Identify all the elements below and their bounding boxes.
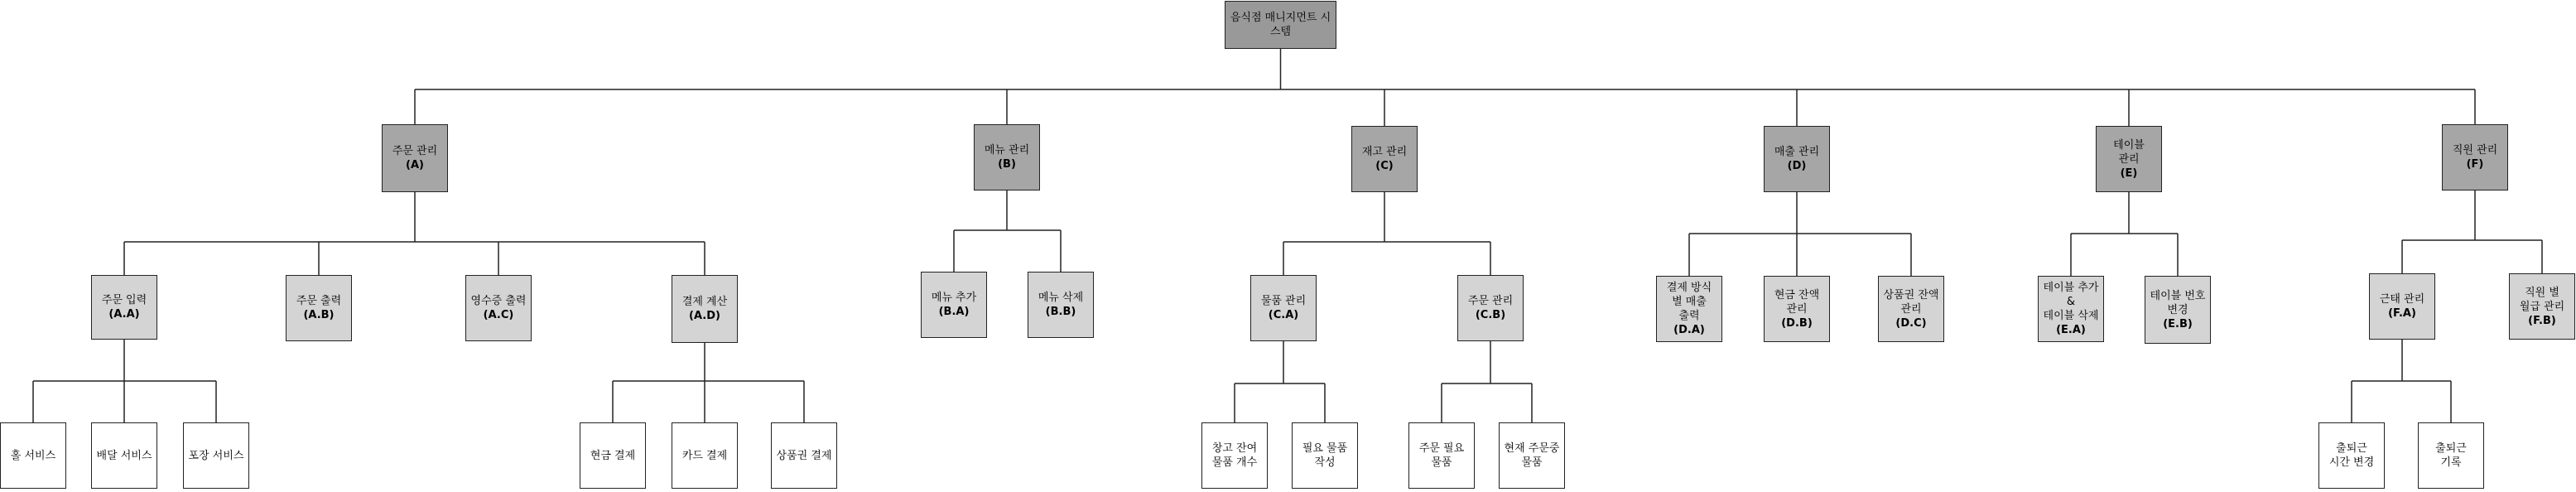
module-node-code: (A): [406, 159, 424, 171]
leaf-node-label: 배달 서비스: [96, 449, 152, 462]
submodule-node: [465, 275, 532, 341]
submodule-node-code: (B.B): [1045, 306, 1076, 318]
submodule-node: [921, 272, 987, 338]
submodule-node: [672, 275, 738, 343]
submodule-node-code: (A.C): [483, 309, 514, 321]
leaf-node-label: 주문 필요 물품: [1418, 442, 1465, 469]
submodule-node-label: 테이블 번호 변경: [2150, 289, 2206, 316]
module-node-code: (E): [2120, 166, 2138, 180]
submodule-node: [1878, 276, 1944, 342]
submodule-node-label: 주문 출력: [296, 295, 342, 307]
submodule-node-code: (E.B): [2163, 317, 2193, 330]
submodule-node-code: (F.B): [2528, 314, 2556, 327]
submodule-node: [1457, 275, 1524, 341]
submodule-node: [1250, 275, 1317, 341]
submodule-node: [2509, 273, 2575, 340]
leaf-node: [2418, 422, 2484, 489]
submodule-node: [2038, 276, 2104, 342]
leaf-node-label: 카드 결제: [681, 449, 728, 462]
submodule-node-label: 결제 계산: [681, 296, 728, 308]
submodule-node: [1656, 276, 1722, 342]
module-node-label: 매출 관리: [1774, 146, 1820, 158]
module-node: [974, 124, 1040, 191]
module-node-code: (B): [998, 158, 1016, 171]
submodule-node-label: 메뉴 삭제: [1038, 292, 1084, 304]
module-node-label: 테이블 관리: [2113, 138, 2145, 166]
submodule-node-label: 테이블 추가 & 테이블 삭제: [2043, 282, 2099, 322]
submodule-node-code: (B.A): [938, 306, 970, 318]
leaf-node-label: 출퇴근 기록: [2435, 442, 2467, 469]
submodule-node: [1028, 272, 1094, 338]
submodule-node-code: (D.A): [1673, 324, 1705, 336]
connector-lines: [33, 49, 2542, 422]
submodule-node-label: 근태 관리: [2379, 293, 2425, 306]
leaf-node: [580, 422, 646, 489]
leaf-node-label: 현금 결제: [590, 449, 636, 462]
leaf-node: [771, 422, 837, 489]
module-node-label: 주문 관리: [392, 145, 438, 157]
leaf-node-label: 홀 서비스: [10, 449, 56, 462]
submodule-node: [286, 275, 352, 341]
module-node: [2442, 124, 2508, 191]
leaf-node: [1499, 422, 1565, 489]
module-node: [2096, 126, 2162, 192]
leaf-node: [1408, 422, 1475, 489]
root-system-node: [1225, 1, 1336, 49]
leaf-node: [2318, 422, 2385, 489]
module-node-label: 직원 관리: [2452, 144, 2498, 157]
module-node-code: (F): [2466, 158, 2484, 171]
module-node-label: 재고 관리: [1361, 146, 1408, 158]
submodule-node: [2369, 273, 2435, 340]
leaf-node: [0, 422, 66, 489]
leaf-node: [1292, 422, 1358, 489]
submodule-node-code: (D.B): [1781, 316, 1813, 330]
module-node-code: (D): [1787, 160, 1807, 172]
module-node-label: 메뉴 관리: [984, 144, 1030, 157]
submodule-node-label: 주문 관리: [1467, 295, 1514, 307]
submodule-node-code: (C.A): [1268, 309, 1299, 321]
module-node-code: (C): [1375, 160, 1394, 172]
submodule-node-code: (A.A): [108, 308, 140, 321]
leaf-node: [183, 422, 249, 489]
leaf-node-label: 현재 주문중 물품: [1504, 442, 1560, 469]
module-node: [1351, 126, 1418, 192]
submodule-node-label: 현금 잔액 관리: [1774, 288, 1820, 316]
submodule-node-label: 주문 입력: [101, 294, 147, 306]
submodule-node-label: 결제 방식 별 매출 출력: [1666, 282, 1712, 322]
leaf-node-label: 창고 잔여 물품 개수: [1211, 442, 1258, 469]
leaf-node: [1201, 422, 1268, 489]
submodule-node-label: 직원 별 월급 관리: [2519, 286, 2565, 313]
submodule-node: [91, 275, 157, 340]
leaf-node-label: 필요 물품 작성: [1302, 442, 1348, 469]
submodule-node-code: (D.C): [1895, 316, 1927, 330]
submodule-node-code: (A.B): [303, 309, 335, 321]
submodule-node-code: (C.B): [1475, 309, 1506, 321]
leaf-node: [91, 422, 157, 489]
submodule-node-code: (E.A): [2056, 324, 2086, 336]
submodule-node-label: 물품 관리: [1260, 295, 1307, 307]
root-system-node-label: 음식점 매니지먼트 시스템: [1230, 12, 1331, 38]
leaf-node-label: 출퇴근 시간 변경: [2328, 442, 2375, 469]
submodule-node-label: 상품권 잔액 관리: [1883, 288, 1939, 316]
submodule-node: [2145, 276, 2211, 344]
submodule-node-label: 영수증 출력: [470, 295, 527, 307]
module-node: [1764, 126, 1830, 192]
leaf-node: [672, 422, 738, 489]
leaf-node-label: 포장 서비스: [188, 449, 244, 462]
submodule-node-label: 메뉴 추가: [931, 292, 977, 304]
module-node: [382, 124, 448, 192]
submodule-node: [1764, 276, 1830, 342]
leaf-node-label: 상품권 결제: [776, 449, 832, 462]
submodule-node-code: (A.D): [689, 310, 720, 322]
submodule-node-code: (F.A): [2388, 307, 2416, 320]
